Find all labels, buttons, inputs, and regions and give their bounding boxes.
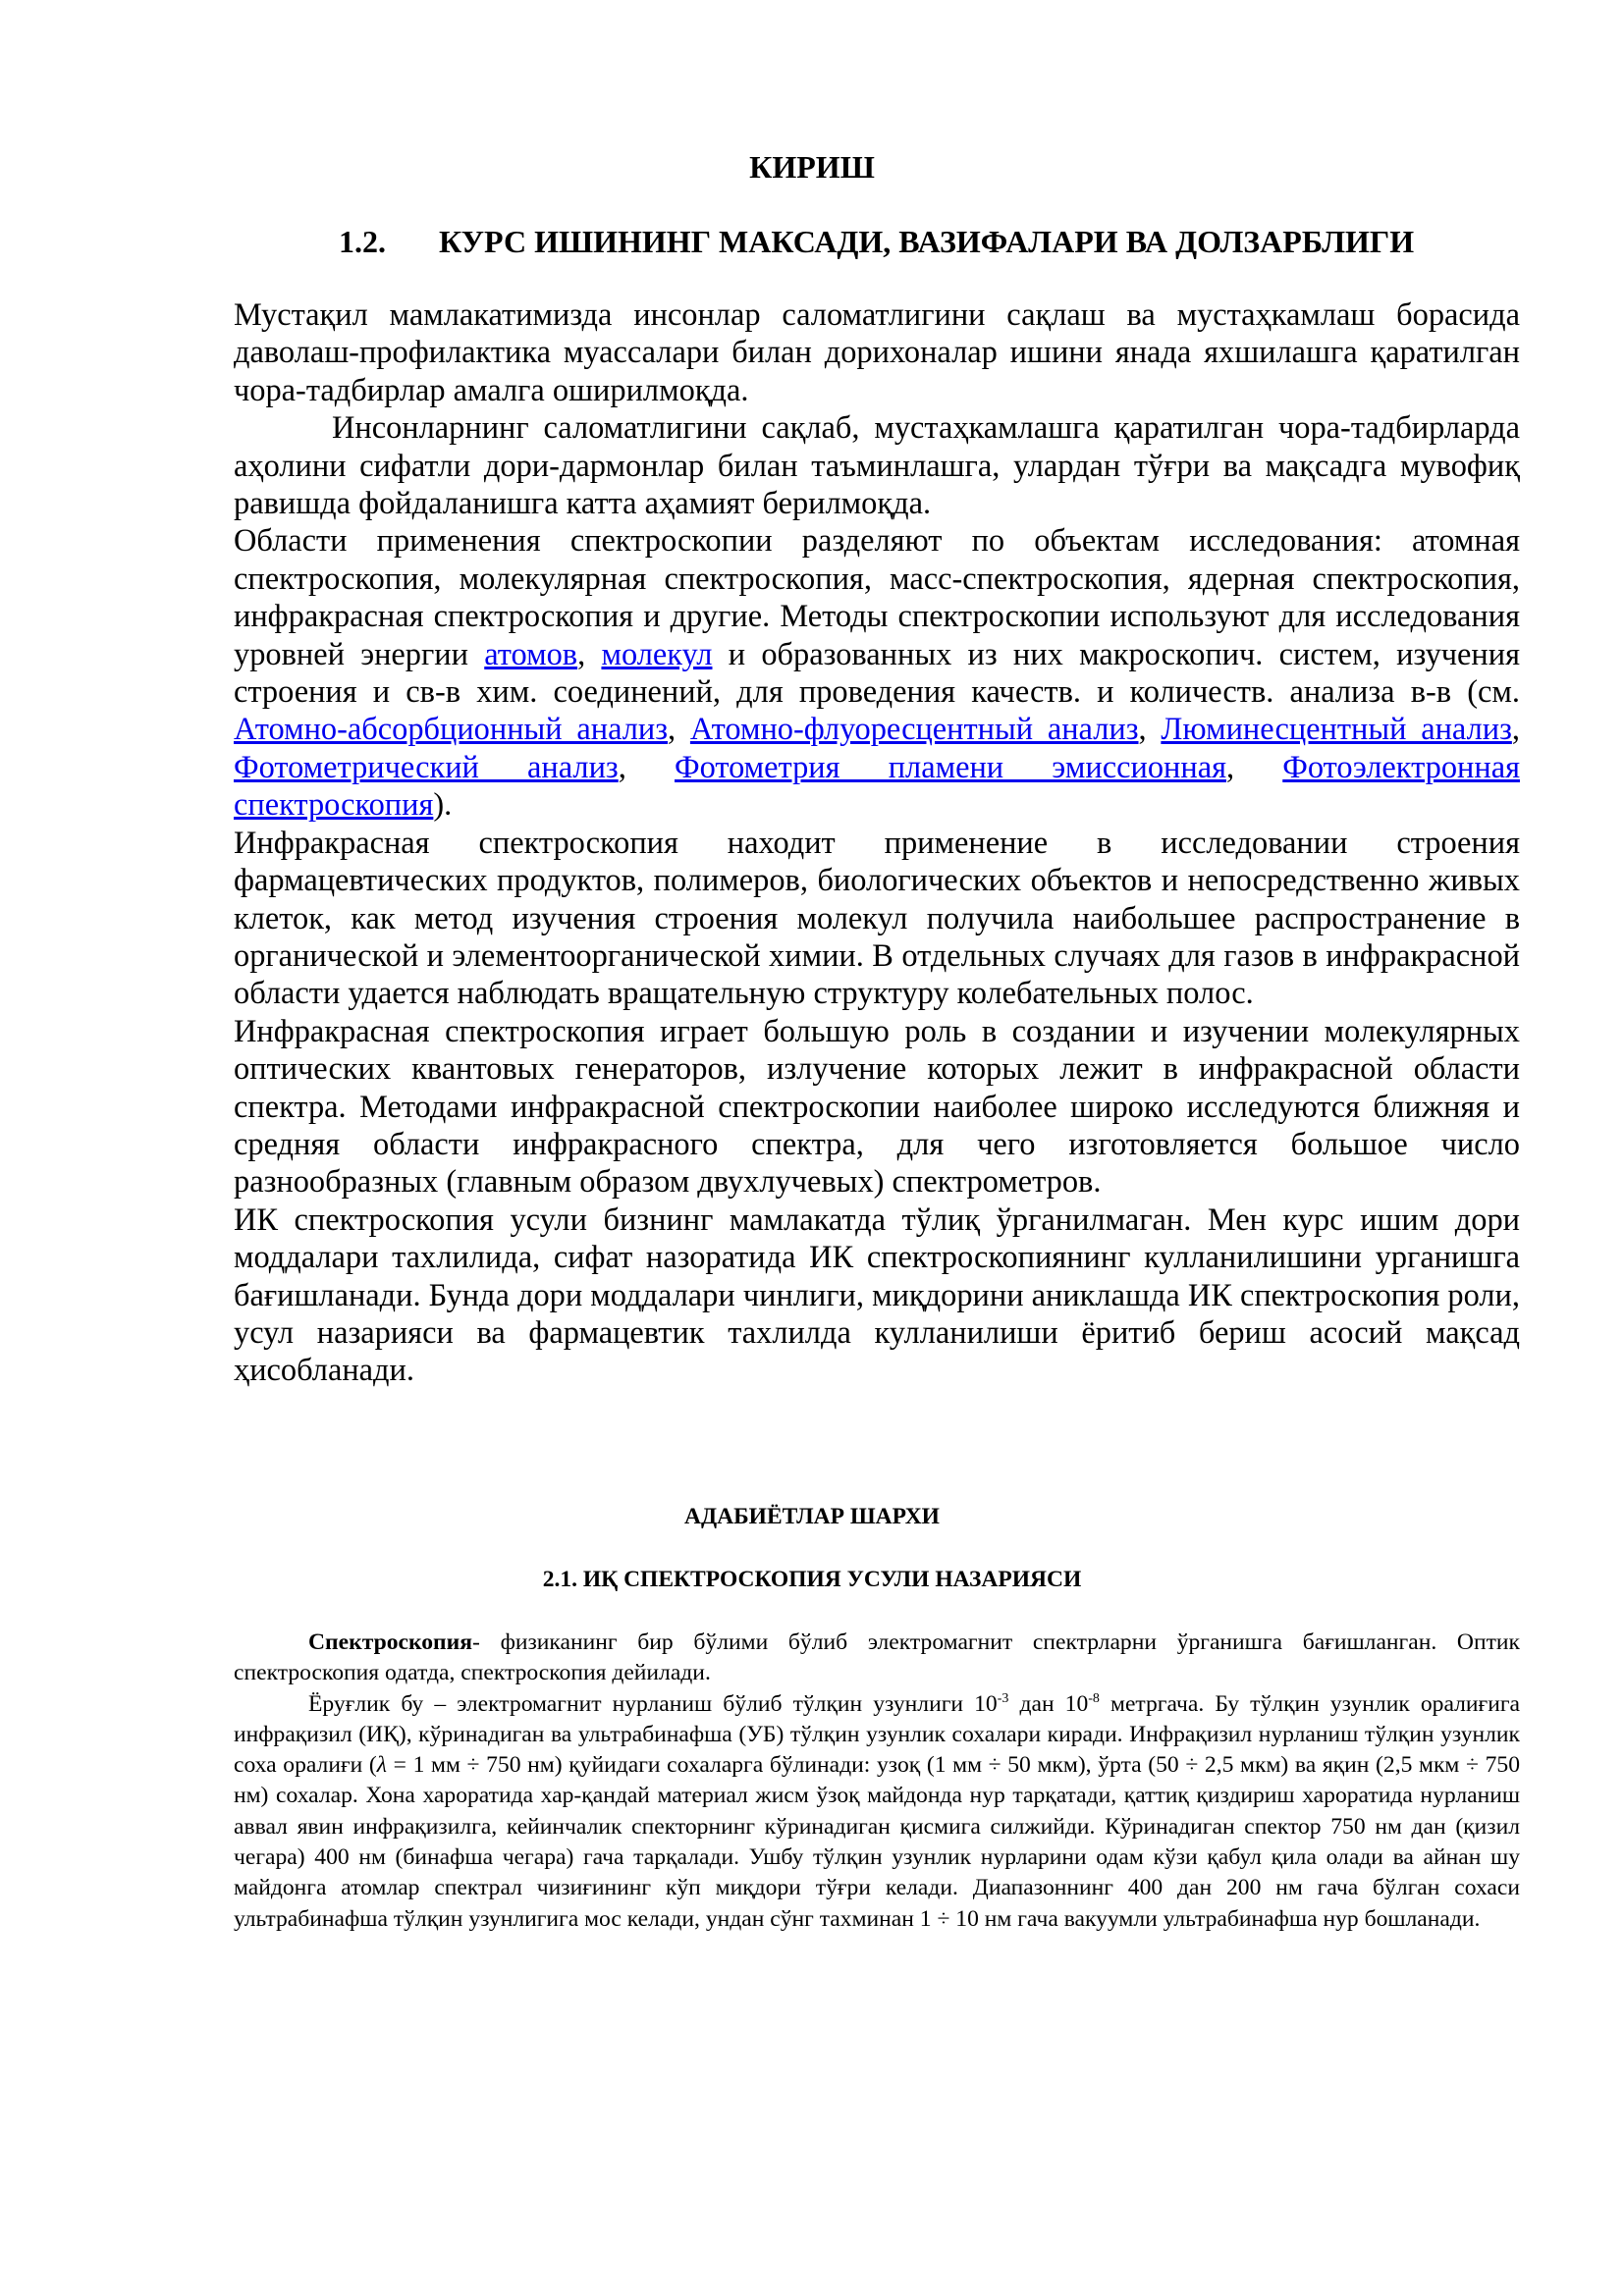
paragraph-2: Инсонларнинг саломатлигини сақлаб, мустаҳкамлашга қаратилган чора-тадбирларда аҳолини сифатли дори-дармонлар билан таъминлашга, улардан тўғри ва мақсадга мувофиқ равишда фойдаланишга катта аҳамият берилмоқда. bbox=[234, 410, 1520, 522]
link-photoelectron[interactable]: Фотоэлектронная спектроскопия bbox=[234, 749, 1520, 824]
page-title: КИРИШ bbox=[749, 149, 875, 185]
separator: , bbox=[1511, 712, 1520, 748]
light-text: метргача. Бу тўлқин узунлик оралиғига инфрақизил (ИҚ), кўринадиган ва ультрабинафша (УБ) тўлқин узунлик сохалари киради. Инфрақизил нурланиш тўлқин узунлик соха оралиғи ( bbox=[234, 1690, 1520, 1779]
paragraph-4: Инфракрасная спектроскопия находит применение в исследовании строения фармацевтических продуктов, полимеров, биологических объектов и непосредственно живых клеток, как метод изучения строения молекул получила наибольшее распространение в органической и элементоорганической химии. В отдельных случаях для газов в инфракрасной области удается наблюдать вращательную структуру колебательных полос. bbox=[234, 825, 1520, 1012]
intro-body bbox=[234, 296, 1520, 1390]
separator: , bbox=[1138, 712, 1162, 748]
link-atomic-fluorescence[interactable]: Атомно-флуоресцентный анализ bbox=[689, 712, 1139, 748]
paragraph-5: Инфракрасная спектроскопия играет большую роль в создании и изучении молекулярных оптических квантовых генераторов, излучение которых лежит в инфракрасной области спектра. Методами инфракрасной спектроскопии наиболее широко исследуются ближняя и средняя области инфракрасного спектра, для чего изготовляется большое число разнообразных (главным образом двухлучевых) спектрометров. bbox=[234, 1013, 1520, 1201]
separator: , bbox=[1225, 749, 1283, 785]
paragraph-3 bbox=[234, 522, 1520, 824]
link-atomic-absorption[interactable]: Атомно-абсорбционный анализ bbox=[234, 712, 669, 748]
paragraph-6: ИК спектроскопия усули бизнинг мамлакатда тўлиқ ўрганилмаган. Мен курс ишим дори моддалари тахлилида, сифат назоратида ИК спектроскопиянинг кулланилишини урганишга бағишланади. Бунда дори моддалари чинлиги, миқдорини аниклашда ИК спектроскопия роли, усул назарияси ва фармацевтик тахлилда кулланилиши ёритиб бериш асосий мақсад ҳисобланади. bbox=[234, 1201, 1520, 1389]
separator: , bbox=[618, 749, 675, 785]
separator: , bbox=[577, 636, 602, 672]
link-atoms[interactable]: атомов bbox=[484, 636, 578, 672]
link-molecules[interactable]: молекул bbox=[601, 636, 713, 672]
separator: , bbox=[668, 712, 690, 748]
exponent: -3 bbox=[997, 1690, 1009, 1706]
exponent: -8 bbox=[1088, 1690, 1100, 1706]
paragraph-3-text: Области применения спектроскопии разделяют по объектам исследования: атомная спектроскопия, молекулярная спектроскопия, масс-спектроскопия, ядерная спектроскопия, инфракрасная спектроскопия и другие. Методы спектроскопии используют для исследования уровней энергии bbox=[234, 523, 1520, 672]
light-text: = 1 мм ÷ 750 нм) қуйидаги сохаларга бўлинади: узоқ (1 мм ÷ 50 мкм), ўрта (50 ÷ 2,5 мкм) ва яқин (2,5 мкм ÷ 750 нм) сохалар. Хона хароратида хар-қандай материал жисм ўзоқ майдонда нур тарқатади, қаттиқ қиздириш хароратида нурланиш аввал явин инфрақизилга, кейинчалик спекторнинг кўринадиган қисмига силжийди. Кўринадиган спектор 750 нм дан (қизил чегара) 400 нм (бинафша чегара) гача тарқалади. Ушбу тўлқин узунлик нурларини одам кўзи қабул қила олади ва айнан шу майдонга атомлар спектрал чизиғининг кўп миқдори тўғри келади. Диапазоннинг 400 дан 200 нм гача бўлган сохаси ультрабинафша тўлқин узунлигига мос келади, ундан сўнг тахминан 1 ÷ 10 нм гача вакуумли ультрабинафша нур бошланади. bbox=[234, 1752, 1520, 1932]
definition-paragraph bbox=[234, 1628, 1520, 1689]
theory-body bbox=[234, 1628, 1520, 1935]
definition-text: - физиканинг бир бўлими бўлиб электромагнит спектрларни ўрганишга бағишланган. Оптик спектроскопия одатда, спектроскопия дейилади. bbox=[234, 1629, 1520, 1686]
section-title: КУРС ИШИНИНГ МАКСАДИ, ВАЗИФАЛАРИ ВА ДОЛЗАРБЛИГИ bbox=[439, 224, 1415, 259]
subsection-heading: 2.1. ИҚ СПЕКТРОСКОПИЯ УСУЛИ НАЗАРИЯСИ bbox=[542, 1567, 1082, 1592]
literature-heading: АДАБИЁТЛАР ШАРХИ bbox=[684, 1504, 940, 1529]
link-flame-photometry[interactable]: Фотометрия пламени эмиссионная bbox=[675, 749, 1226, 785]
light-text: дан 10 bbox=[1008, 1690, 1089, 1717]
term-bold: Спектроскопия bbox=[308, 1629, 472, 1655]
paragraph-1: Мустақил мамлакатимизда инсонлар саломатлигини сақлаш ва мустаҳкамлаш борасида даволаш-профилактика муассалари билан дорихоналар ишини янада яхшилашга қаратилган чора-тадбирлар амалга оширилмоқда. bbox=[234, 297, 1520, 408]
separator: ). bbox=[433, 787, 453, 824]
light-paragraph bbox=[234, 1689, 1520, 1935]
lambda-symbol: λ bbox=[376, 1752, 387, 1779]
section-number: 1.2. bbox=[339, 224, 386, 259]
section-heading bbox=[339, 222, 1414, 261]
link-luminescent[interactable]: Люминесцентный анализ bbox=[1161, 712, 1512, 748]
paragraph-3-text: и образованных из них макроскопич. систем, изучения строения и св-в хим. соединений, для проведения качеств. и количеств. анализа в-в (см. bbox=[234, 636, 1520, 711]
link-photometric[interactable]: Фотометрический анализ bbox=[234, 749, 619, 785]
light-text: Ёруғлик бу – электромагнит нурланиш бўлиб тўлқин узунлиги 10 bbox=[308, 1690, 998, 1717]
